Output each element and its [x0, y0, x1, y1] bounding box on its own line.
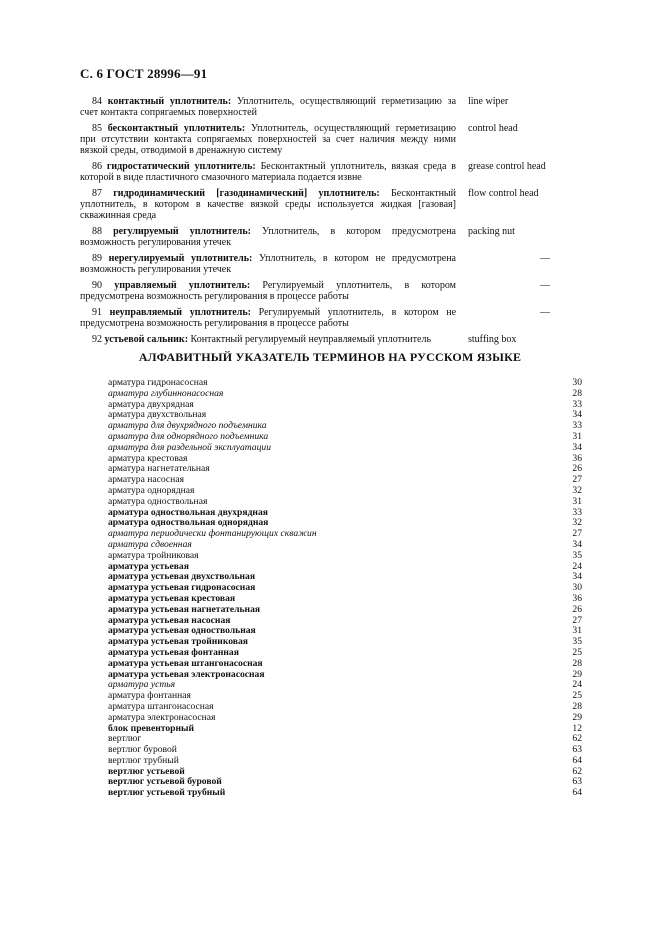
term-text: Уплотнитель, осуществляющий герметизацию при отсутствии контакта сопрягаемых поверхностей за счет наличия между ними вязкой среды, отводимой в дренажную систему — [80, 123, 456, 156]
index-entry-page: 31 — [572, 495, 582, 507]
page-header: С. 6 ГОСТ 28996—91 — [80, 66, 208, 81]
index-entry-term: арматура двухрядная — [108, 398, 194, 410]
index-entry-page: 12 — [572, 722, 582, 734]
term-number: 86 — [92, 161, 102, 172]
term-definition — [80, 161, 456, 183]
index-entry-term: арматура устья — [108, 679, 176, 691]
term-entry — [80, 253, 560, 275]
terms-list — [80, 96, 560, 350]
index-entry-term: арматура периодически фонтанирующих скважин — [108, 528, 317, 540]
index-entry-page: 27 — [572, 474, 582, 486]
term-definition — [80, 226, 456, 248]
index-entry-page: 31 — [572, 625, 582, 637]
index-entry-page: 62 — [572, 733, 582, 745]
index-entry-page: 27 — [572, 528, 582, 540]
term-text: Уплотнитель, в котором предусмотрена возможность регулирования утечек — [80, 226, 456, 248]
term-english: — — [540, 253, 550, 264]
index-entry — [108, 389, 582, 400]
index-entry — [108, 551, 582, 562]
index-entry-term: арматура электронасосная — [108, 711, 216, 723]
index-entry-page: 33 — [572, 506, 582, 518]
term-number: 85 — [92, 123, 102, 134]
index-entry — [108, 734, 582, 745]
term-text: Уплотнитель, в котором не предусмотрена возможность регулирования утечек — [80, 253, 456, 275]
term-name: бесконтактный уплотнитель: — [107, 123, 246, 134]
index-entry-page: 63 — [572, 776, 582, 788]
index-entry-page: 34 — [572, 409, 582, 421]
index-entry-page: 34 — [572, 571, 582, 583]
index-entry — [108, 497, 582, 508]
index-entry — [108, 659, 582, 670]
term-text: Регулируемый уплотнитель, в котором предусмотрена возможность регулирования в процессе работы — [80, 280, 456, 302]
index-entry-term: вертлюг устьевой трубный — [108, 787, 226, 799]
index-entry-term: арматура устьевая тройниковая — [108, 636, 248, 648]
term-number: 87 — [92, 188, 102, 199]
term-english: — — [540, 280, 550, 291]
term-english: flow control head — [468, 188, 539, 199]
term-english: grease control head — [468, 161, 546, 172]
term-english: — — [540, 307, 550, 318]
index-entry-term: арматура для двухрядного подъемника — [108, 420, 267, 432]
index-entry-term: вертлюг — [108, 733, 142, 745]
index-entry-page: 28 — [572, 657, 582, 669]
index-entry-term: арматура устьевая фонтанная — [108, 646, 239, 658]
index-entry — [108, 670, 582, 681]
index-entry — [108, 745, 582, 756]
term-entry — [80, 280, 560, 302]
term-entry — [80, 334, 560, 345]
term-number: 89 — [92, 253, 102, 264]
index-entry — [108, 605, 582, 616]
term-text: Бесконтактный уплотнитель, вязкая среда в которой в виде пластичного смазочного материала подается извне — [80, 161, 457, 183]
term-definition — [80, 96, 456, 118]
term-english: packing nut — [468, 226, 515, 237]
index-entry-page: 30 — [572, 377, 582, 388]
term-definition — [80, 123, 456, 156]
index-entry-page: 30 — [572, 582, 582, 594]
index-entry-term: арматура устьевая насосная — [108, 614, 231, 626]
index-entry-term: арматура устьевая двухствольная — [108, 571, 256, 583]
term-number: 92 — [92, 334, 102, 345]
index-entry-page: 29 — [572, 668, 582, 680]
index-entry-term: арматура двухствольная — [108, 409, 207, 421]
term-definition — [80, 188, 456, 221]
index-entry-page: 32 — [572, 517, 582, 529]
term-number: 90 — [92, 280, 102, 291]
index-entry-term: арматура одноствольная двухрядная — [108, 506, 268, 518]
term-entry — [80, 161, 560, 183]
index-entry-page: 36 — [572, 592, 582, 604]
index-entry — [108, 713, 582, 724]
index-entry-term: арматура нагнетательная — [108, 463, 210, 475]
index-entry-term: арматура гидронасосная — [108, 377, 208, 388]
index-entry — [108, 788, 582, 799]
index-entry-page: 28 — [572, 387, 582, 399]
index-entry-term: арматура для однорядного подъемника — [108, 430, 269, 442]
index-entry-term: арматура для раздельной эксплуатации — [108, 441, 271, 453]
index-entry-page: 24 — [572, 560, 582, 572]
term-entry — [80, 123, 560, 156]
index-entry-page: 29 — [572, 711, 582, 723]
term-entry — [80, 188, 560, 221]
term-entry — [80, 307, 560, 329]
index-entry-page: 64 — [572, 754, 582, 766]
term-entry — [80, 96, 560, 118]
term-text: Регулируемый уплотнитель, в котором не предусмотрена возможность регулирования в процессе работы — [80, 307, 457, 329]
index-entry-term: арматура насосная — [108, 474, 184, 486]
index-entry-page: 32 — [572, 484, 582, 496]
term-entry — [80, 226, 560, 248]
index-entry-term: арматура устьевая электронасосная — [108, 668, 265, 680]
index-entry-term: арматура устьевая — [108, 560, 189, 572]
index-entry-page: 62 — [572, 765, 582, 777]
index-entry-page: 31 — [572, 430, 582, 442]
term-name: управляемый уплотнитель: — [114, 280, 251, 291]
index-entry — [108, 724, 582, 735]
index-entry-page: 35 — [572, 636, 582, 648]
index-entry-term: арматура штангонасосная — [108, 700, 214, 712]
index-entry-term: арматура одноствольная однорядная — [108, 517, 269, 529]
term-name: контактный уплотнитель: — [107, 96, 232, 107]
term-number: 84 — [92, 96, 102, 107]
index-entry — [108, 443, 582, 454]
index-entry-page: 64 — [572, 787, 582, 799]
term-english: stuffing box — [468, 334, 517, 345]
index-entry-term: арматура устьевая одноствольная — [108, 625, 256, 637]
term-name: устьевой сальник: — [104, 334, 189, 345]
term-definition — [80, 280, 456, 302]
term-definition — [80, 307, 456, 329]
term-name: регулируемый уплотнитель: — [113, 226, 251, 237]
term-name: нерегулируемый уплотнитель: — [108, 253, 253, 264]
term-number: 91 — [92, 307, 102, 318]
term-text: Уплотнитель, осуществляющий герметизацию за счет контакта сопрягаемых поверхностей — [80, 96, 457, 118]
index-entry-term: вертлюг трубный — [108, 754, 179, 766]
index-entry-term: вертлюг устьевой — [108, 765, 185, 777]
index-entry-term: арматура устьевая штангонасосная — [108, 657, 263, 669]
index-entry-page: 33 — [572, 420, 582, 432]
index-entry-term: арматура устьевая крестовая — [108, 592, 236, 604]
index-entry-page: 27 — [572, 614, 582, 626]
index-entry-page: 34 — [572, 441, 582, 453]
term-number: 88 — [92, 226, 102, 237]
index-title: АЛФАВИТНЫЙ УКАЗАТЕЛЬ ТЕРМИНОВ НА РУССКОМ ЯЗЫКЕ — [138, 350, 522, 364]
index-entry-term: арматура тройниковая — [108, 549, 199, 561]
term-name: гидродинамический [газодинамический] уплотнитель: — [113, 188, 380, 199]
index-entry-term: арматура глубиннонасосная — [108, 387, 224, 399]
index-entry-page: 26 — [572, 603, 582, 615]
term-english: line wiper — [468, 96, 509, 107]
index-entry-page: 25 — [572, 646, 582, 658]
index-entry-page: 34 — [572, 538, 582, 550]
index-entry-term: арматура крестовая — [108, 452, 188, 464]
term-name: гидростатический уплотнитель: — [106, 161, 256, 172]
term-text: Бесконтактный уплотнитель, в котором в качестве вязкой среды используется жидкая [газовая] скважинная среда — [80, 188, 457, 221]
term-definition — [80, 334, 456, 345]
index-entry-page: 26 — [572, 463, 582, 475]
index-entry-term: арматура одноствольная — [108, 495, 208, 507]
index-entry-term: арматура однорядная — [108, 484, 195, 496]
index-entry-page: 36 — [572, 452, 582, 464]
index-entry-page: 25 — [572, 690, 582, 702]
index-list — [108, 378, 582, 799]
index-entry-page: 33 — [572, 398, 582, 410]
index-entry-term: вертлюг буровой — [108, 744, 177, 756]
term-text: Контактный регулируемый неуправляемый уплотнитель — [190, 334, 432, 345]
index-entry-term: арматура фонтанная — [108, 690, 191, 702]
term-english: control head — [468, 123, 518, 134]
term-name: неуправляемый уплотнитель: — [109, 307, 251, 318]
index-entry-term: арматура устьевая нагнетательная — [108, 603, 261, 615]
index-entry-page: 24 — [572, 679, 582, 691]
index-entry-term: арматура сдвоенная — [108, 538, 192, 550]
index-entry-page: 63 — [572, 744, 582, 756]
index-entry-term: блок превенторный — [108, 722, 195, 734]
term-definition — [80, 253, 456, 275]
index-entry-page: 35 — [572, 549, 582, 561]
index-entry-term: арматура устьевая гидронасосная — [108, 582, 256, 594]
index-entry-page: 28 — [572, 700, 582, 712]
index-entry-term: вертлюг устьевой буровой — [108, 776, 222, 788]
